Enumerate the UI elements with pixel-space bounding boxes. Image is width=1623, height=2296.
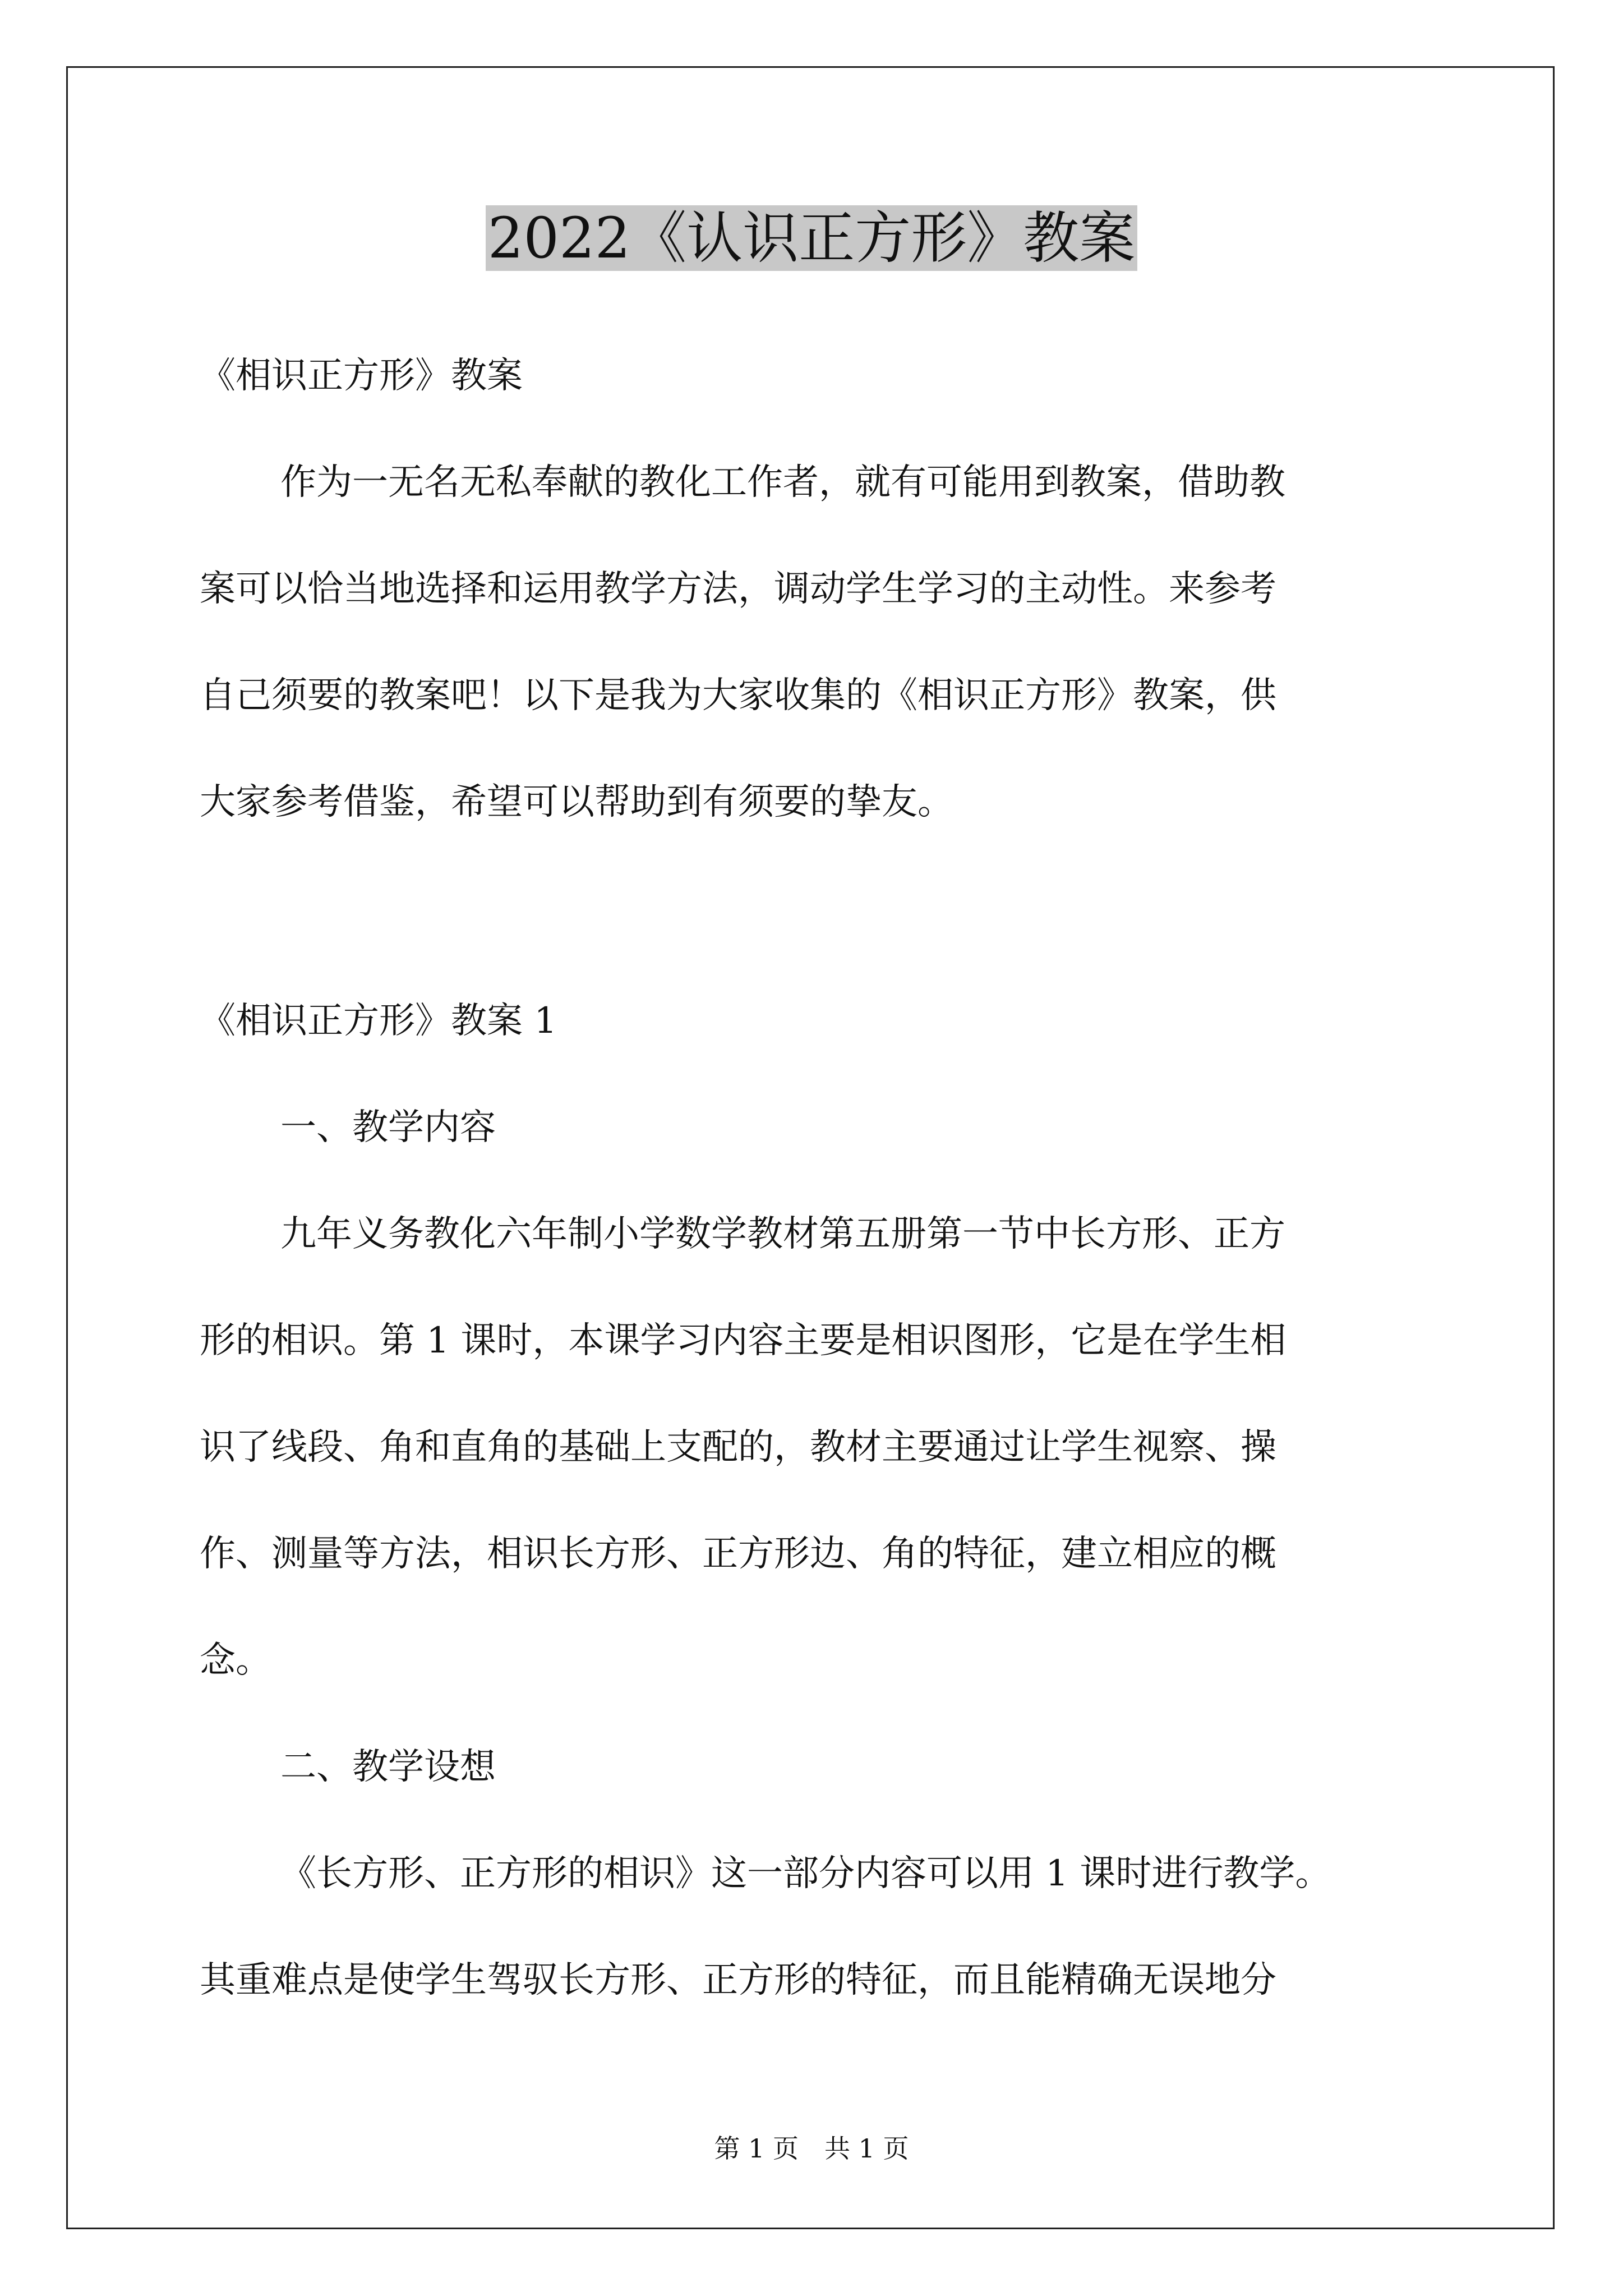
- document-title-text: 2022《认识正方形》教案: [486, 205, 1138, 271]
- document-subtitle: 《相识正方形》教案: [200, 355, 523, 397]
- content-line: 《长方形、正方形的相识》这一部分内容可以用 1 课时进行教学。: [280, 1853, 1331, 1894]
- content-line: 其重难点是使学生驾驭长方形、正方形的特征，而且能精确无误地分: [200, 1959, 1276, 2001]
- content-line: 念。: [200, 1640, 271, 1681]
- document-title: [0, 199, 1623, 278]
- content-line: 九年义务教化六年制小学数学教材第五册第一节中长方形、正方: [280, 1213, 1285, 1255]
- content-line: 形的相识。第 1 课时，本课学习内容主要是相识图形，它是在学生相: [200, 1320, 1287, 1361]
- intro-line: 自己须要的教案吧！以下是我为大家收集的《相识正方形》教案，供: [200, 675, 1276, 716]
- intro-line: 大家参考借鉴，希望可以帮助到有须要的挚友。: [200, 781, 953, 823]
- page-footer: 第 1 页 共 1 页: [714, 2133, 909, 2164]
- intro-line: 作为一无名无私奉献的教化工作者，就有可能用到教案，借助教: [280, 462, 1285, 503]
- section-heading: 二、教学设想: [280, 1746, 496, 1788]
- intro-line: 案可以恰当地选择和运用教学方法，调动学生学习的主动性。来参考: [200, 568, 1276, 610]
- content-line: 作、测量等方法，相识长方形、正方形边、角的特征，建立相应的概: [200, 1533, 1276, 1575]
- section-heading: 一、教学内容: [280, 1107, 496, 1148]
- section-title: 《相识正方形》教案 1: [200, 1000, 557, 1042]
- content-line: 识了线段、角和直角的基础上支配的，教材主要通过让学生视察、操: [200, 1427, 1276, 1468]
